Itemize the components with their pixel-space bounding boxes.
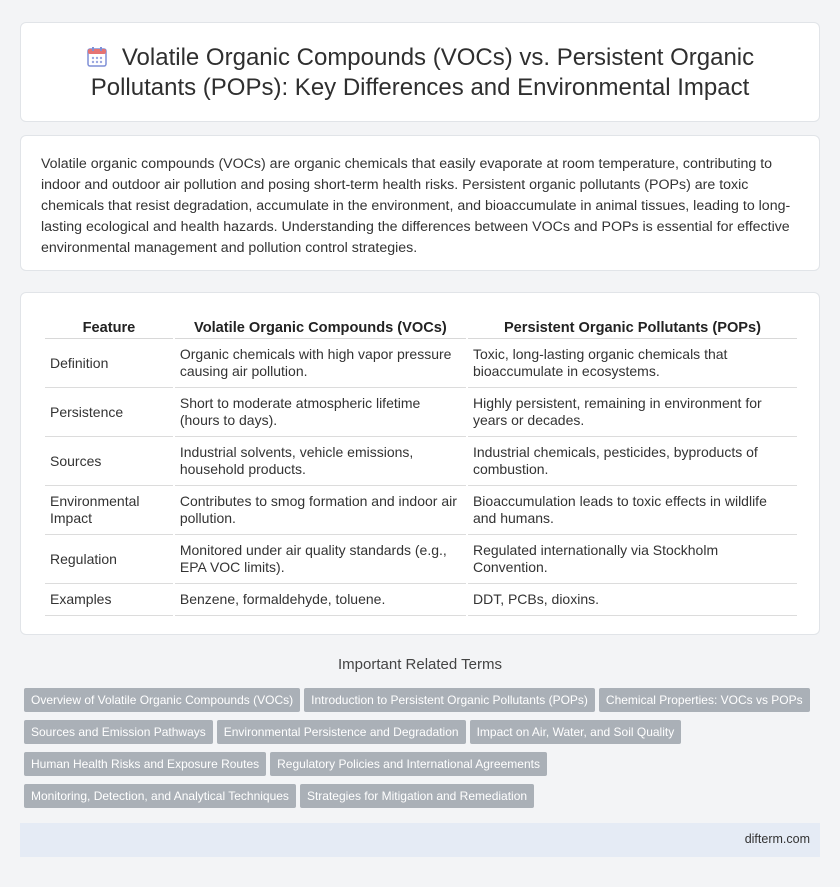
row-feature: Sources xyxy=(45,437,173,486)
table-row xyxy=(45,535,797,584)
page-title-text: Volatile Organic Compounds (VOCs) vs. Persistent Organic Pollutants (POPs): Key Differences and Environmental Impact xyxy=(90,44,755,101)
related-terms-heading: Important Related Terms xyxy=(338,656,502,673)
row-feature: Regulation xyxy=(45,535,173,584)
table-header-row xyxy=(45,315,797,339)
related-tag[interactable]: Introduction to Persistent Organic Pollutants (POPs) xyxy=(304,688,595,712)
related-tag[interactable]: Sources and Emission Pathways xyxy=(24,720,213,744)
intro-card xyxy=(20,135,820,271)
table-row xyxy=(45,339,797,388)
related-tag[interactable]: Strategies for Mitigation and Remediation xyxy=(300,784,534,808)
related-tag[interactable]: Overview of Volatile Organic Compounds (VOCs) xyxy=(24,688,300,712)
comparison-table xyxy=(43,315,799,616)
table-row xyxy=(45,486,797,535)
title-card xyxy=(20,22,820,122)
related-tag[interactable]: Regulatory Policies and International Agreements xyxy=(270,752,547,776)
row-pop: Bioaccumulation leads to toxic effects in wildlife and humans. xyxy=(468,486,797,535)
row-pop: Regulated internationally via Stockholm Convention. xyxy=(468,535,797,584)
intro-paragraph: Volatile organic compounds (VOCs) are organic chemicals that easily evaporate at room temperature, contributing to indoor and outdoor air pollution and posing short-term health risks. Persistent organic pollutants (POPs) are toxic chemicals that resist degradation, accumulate in the environment, and bioaccumulate in animal tissues, leading to long-lasting ecological and health hazards. Understanding the differences between VOCs and POPs is essential for effective environmental management and pollution control strategies. xyxy=(41,156,791,256)
table-row xyxy=(45,584,797,616)
footer xyxy=(20,823,820,857)
related-tag[interactable]: Monitoring, Detection, and Analytical Techniques xyxy=(24,784,296,808)
header-pops: Persistent Organic Pollutants (POPs) xyxy=(468,315,797,339)
header-feature: Feature xyxy=(45,315,173,339)
table-row xyxy=(45,388,797,437)
row-voc: Benzene, formaldehyde, toluene. xyxy=(175,584,466,616)
row-feature: Definition xyxy=(45,339,173,388)
row-pop: DDT, PCBs, dioxins. xyxy=(468,584,797,616)
comparison-table-card xyxy=(20,292,820,635)
row-pop: Highly persistent, remaining in environment for years or decades. xyxy=(468,388,797,437)
row-feature: Environmental Impact xyxy=(45,486,173,535)
row-voc: Short to moderate atmospheric lifetime (hours to days). xyxy=(175,388,466,437)
row-voc: Monitored under air quality standards (e.g., EPA VOC limits). xyxy=(175,535,466,584)
calendar-icon xyxy=(86,46,108,68)
related-tag[interactable]: Human Health Risks and Exposure Routes xyxy=(24,752,266,776)
row-voc: Industrial solvents, vehicle emissions, household products. xyxy=(175,437,466,486)
related-terms-tags xyxy=(24,688,824,816)
row-feature: Persistence xyxy=(45,388,173,437)
header-vocs: Volatile Organic Compounds (VOCs) xyxy=(175,315,466,339)
related-tag[interactable]: Impact on Air, Water, and Soil Quality xyxy=(470,720,682,744)
row-pop: Toxic, long-lasting organic chemicals that bioaccumulate in ecosystems. xyxy=(468,339,797,388)
table-row xyxy=(45,437,797,486)
row-feature: Examples xyxy=(45,584,173,616)
row-voc: Organic chemicals with high vapor pressure causing air pollution. xyxy=(175,339,466,388)
page-title xyxy=(51,43,789,103)
related-tag[interactable]: Chemical Properties: VOCs vs POPs xyxy=(599,688,810,712)
related-tag[interactable]: Environmental Persistence and Degradation xyxy=(217,720,466,744)
footer-site-link[interactable]: difterm.com xyxy=(744,832,810,846)
row-voc: Contributes to smog formation and indoor air pollution. xyxy=(175,486,466,535)
row-pop: Industrial chemicals, pesticides, byproducts of combustion. xyxy=(468,437,797,486)
